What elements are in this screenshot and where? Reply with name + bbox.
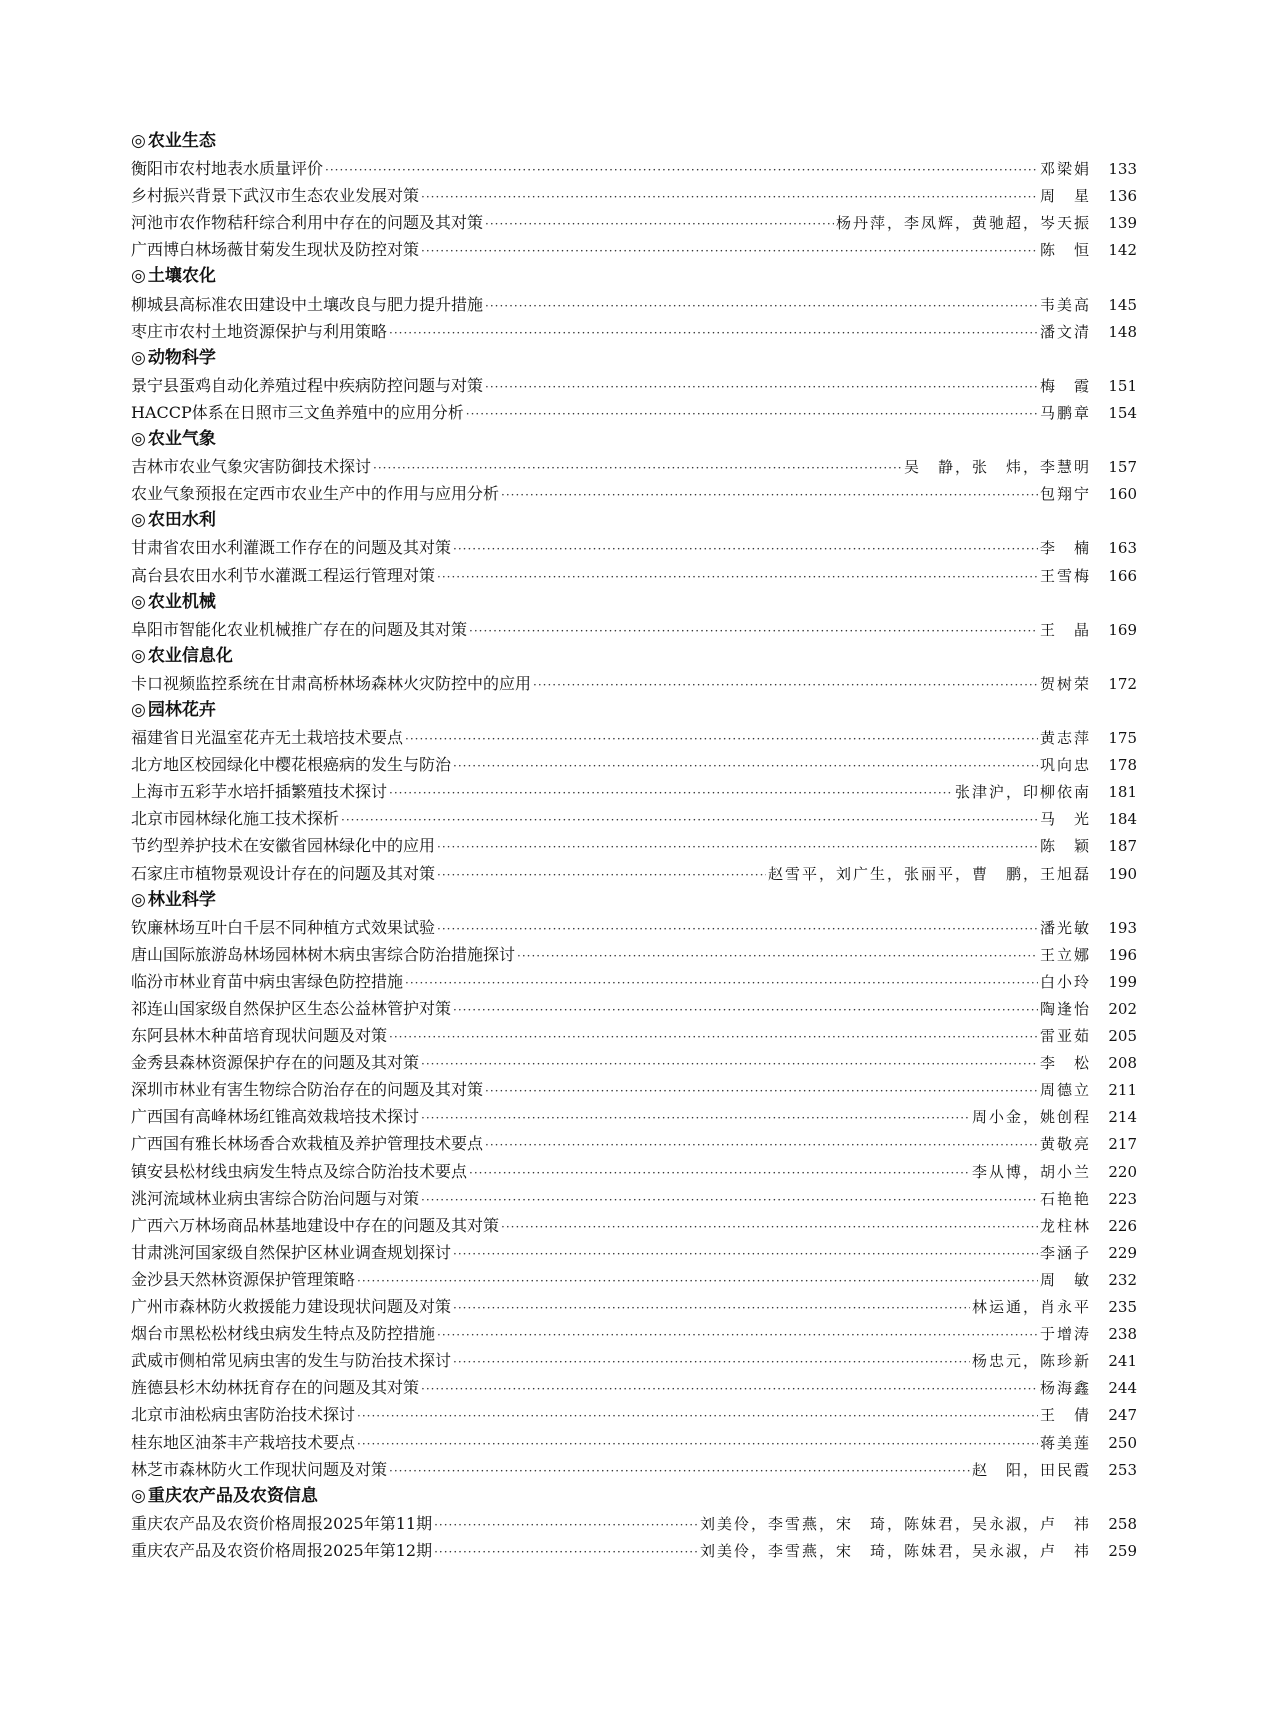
dot-leader — [357, 1268, 1038, 1295]
dot-leader — [453, 536, 1038, 563]
toc-entry[interactable] — [131, 318, 1137, 345]
article-authors: 王 晶 — [1039, 620, 1091, 639]
page-number: 205 — [1108, 1027, 1137, 1046]
article-authors: 王 倩 — [1039, 1406, 1091, 1425]
section-heading — [131, 1483, 1137, 1510]
double-circle-icon: ◎ — [131, 347, 146, 368]
article-title: 洮河流域林业病虫害综合防治问题与对策 — [131, 1188, 420, 1208]
page-number: 232 — [1108, 1270, 1137, 1289]
article-title: 东阿县林木种苗培育现状问题及对策 — [131, 1026, 388, 1046]
article-authors: 王立娜 — [1039, 945, 1091, 964]
page-number: 148 — [1108, 322, 1137, 341]
section-heading-text: 农业机械 — [147, 591, 216, 612]
toc-entry[interactable] — [131, 941, 1137, 968]
dot-leader — [357, 1431, 1038, 1458]
dot-leader — [389, 1024, 1038, 1051]
page-number: 259 — [1108, 1541, 1137, 1560]
toc-entry[interactable] — [131, 1022, 1137, 1049]
article-title: 重庆农产品及农资价格周报2025年第11期 — [131, 1513, 433, 1533]
page-number: 178 — [1108, 756, 1137, 775]
article-authors: 刘美伶，李雪燕，宋 琦，陈妹君，吴永淑，卢 祎 — [699, 1541, 1091, 1560]
article-title: 金秀县森林资源保护存在的问题及其对策 — [131, 1053, 420, 1073]
page-number: 145 — [1108, 295, 1137, 314]
dot-leader — [437, 564, 1038, 591]
toc-entry[interactable] — [131, 209, 1137, 236]
toc-entry[interactable] — [131, 1185, 1137, 1212]
page-number: 214 — [1108, 1108, 1137, 1127]
article-title: 重庆农产品及农资价格周报2025年第12期 — [131, 1540, 433, 1560]
dot-leader — [405, 970, 1038, 997]
dot-leader — [437, 1322, 1038, 1349]
toc-entry[interactable] — [131, 832, 1137, 859]
article-title: 广西国有雅长林场香合欢栽植及养护管理技术要点 — [131, 1134, 484, 1154]
page-number: 184 — [1108, 810, 1137, 829]
page-number: 199 — [1108, 972, 1137, 991]
article-title: 甘肃省农田水利灌溉工作存在的问题及其对策 — [131, 538, 452, 558]
page-number: 187 — [1108, 837, 1137, 856]
article-authors: 李 松 — [1039, 1054, 1091, 1073]
toc-entry[interactable] — [131, 1320, 1137, 1347]
toc-entry[interactable] — [131, 1374, 1137, 1401]
double-circle-icon: ◎ — [131, 429, 146, 450]
dot-leader — [485, 1132, 1038, 1159]
page-number: 160 — [1108, 485, 1137, 504]
section-heading — [131, 263, 1137, 290]
table-of-contents — [131, 128, 1137, 1564]
section-heading-text: 重庆农产品及农资信息 — [147, 1485, 318, 1506]
double-circle-icon: ◎ — [131, 699, 146, 720]
dot-leader — [469, 618, 1038, 645]
dot-leader — [434, 1539, 698, 1566]
article-title: HACCP体系在日照市三文鱼养殖中的应用分析 — [131, 402, 464, 422]
section-heading — [131, 507, 1137, 534]
dot-leader — [389, 320, 1038, 347]
article-title: 景宁县蛋鸡自动化养殖过程中疾病防控问题与对策 — [131, 375, 484, 395]
page-number: 169 — [1108, 620, 1137, 639]
article-authors: 周 星 — [1039, 187, 1091, 206]
double-circle-icon: ◎ — [131, 645, 146, 666]
dot-leader — [389, 1458, 970, 1485]
article-authors: 黄志萍 — [1039, 729, 1091, 748]
article-authors: 黄敬亮 — [1039, 1135, 1091, 1154]
section-heading-text: 农业生态 — [147, 131, 216, 151]
page-number: 220 — [1108, 1162, 1137, 1181]
dot-leader — [421, 1105, 970, 1132]
article-authors: 马鹏章 — [1039, 403, 1091, 422]
article-title: 广西六万林场商品林基地建设中存在的问题及其对策 — [131, 1215, 500, 1235]
article-authors: 韦美高 — [1039, 295, 1091, 314]
article-authors: 赵雪平，刘广生，张丽平，曹 鹏，王旭磊 — [767, 864, 1091, 883]
toc-entry[interactable] — [131, 778, 1137, 805]
article-title: 广西国有高峰林场红锥高效栽培技术探讨 — [131, 1107, 420, 1127]
toc-entry[interactable] — [131, 860, 1137, 887]
toc-entry[interactable] — [131, 1130, 1137, 1157]
article-authors: 于增涛 — [1039, 1325, 1091, 1344]
article-authors: 蒋美莲 — [1039, 1433, 1091, 1452]
article-title: 旌德县杉木幼林抚育存在的问题及其对策 — [131, 1378, 420, 1398]
article-authors: 包翔宁 — [1039, 485, 1091, 504]
article-title: 林芝市森林防火工作现状问题及对策 — [131, 1459, 388, 1479]
article-authors: 陈 恒 — [1039, 241, 1091, 260]
article-title: 福建省日光温室花卉无土栽培技术要点 — [131, 728, 404, 748]
dot-leader — [341, 807, 1038, 834]
page-number: 235 — [1108, 1298, 1137, 1317]
double-circle-icon: ◎ — [131, 510, 146, 531]
page-number: 193 — [1108, 918, 1137, 937]
article-authors: 赵 阳，田民霞 — [971, 1460, 1091, 1479]
article-title: 北京市园林绿化施工技术探析 — [131, 809, 340, 829]
toc-entry[interactable] — [131, 236, 1137, 263]
dot-leader — [466, 401, 1038, 428]
section-heading-text: 园林花卉 — [147, 699, 216, 720]
article-authors: 巩向忠 — [1039, 756, 1091, 775]
page-number: 202 — [1108, 1000, 1137, 1018]
article-authors: 周小金，姚创程 — [971, 1108, 1091, 1127]
page-number: 258 — [1108, 1514, 1137, 1533]
dot-leader — [533, 672, 1038, 699]
article-title: 祁连山国家级自然保护区生态公益林管护对策 — [131, 999, 452, 1018]
page-number: 208 — [1108, 1054, 1137, 1073]
toc-entry[interactable] — [131, 480, 1137, 507]
dot-leader — [421, 1051, 1038, 1078]
article-authors: 雷亚茹 — [1039, 1027, 1091, 1046]
dot-leader — [437, 862, 766, 889]
article-authors: 龙柱林 — [1039, 1216, 1091, 1235]
article-authors: 李从博，胡小兰 — [971, 1162, 1091, 1181]
dot-leader — [357, 1403, 1038, 1430]
article-authors: 杨丹萍，李凤辉，黄驰超，岑天振 — [835, 214, 1091, 233]
section-heading — [131, 426, 1137, 453]
section-heading-text: 农业信息化 — [147, 645, 233, 666]
article-title: 甘肃洮河国家级自然保护区林业调查规划探讨 — [131, 1242, 452, 1262]
article-authors: 石艳艳 — [1039, 1189, 1091, 1208]
toc-entry[interactable] — [131, 1401, 1137, 1428]
article-authors: 周德立 — [1039, 1081, 1091, 1100]
article-title: 节约型养护技术在安徽省园林绿化中的应用 — [131, 836, 436, 856]
dot-leader — [325, 157, 1038, 184]
page-number: 229 — [1108, 1243, 1137, 1262]
page-number: 238 — [1108, 1325, 1137, 1344]
section-heading-text: 农田水利 — [147, 510, 216, 531]
dot-leader — [453, 753, 1038, 780]
section-heading — [131, 589, 1137, 616]
double-circle-icon: ◎ — [131, 591, 146, 612]
page-number: 250 — [1108, 1433, 1137, 1452]
article-authors: 李 楠 — [1039, 539, 1091, 558]
article-title: 桂东地区油茶丰产栽培技术要点 — [131, 1432, 356, 1452]
article-authors: 潘文清 — [1039, 322, 1091, 341]
page-number: 211 — [1108, 1081, 1137, 1100]
dot-leader — [453, 1295, 970, 1322]
section-heading — [131, 697, 1137, 724]
page-number: 181 — [1108, 783, 1137, 802]
article-title: 河池市农作物秸秆综合利用中存在的问题及其对策 — [131, 213, 484, 233]
article-title: 镇安县松材线虫病发生特点及综合防治技术要点 — [131, 1161, 468, 1181]
article-title: 广西博白林场薇甘菊发生现状及防控对策 — [131, 240, 420, 260]
dot-leader — [469, 1160, 970, 1187]
dot-leader — [437, 834, 1038, 861]
toc-entry[interactable] — [131, 968, 1137, 995]
article-authors: 林运通，肖永平 — [971, 1298, 1091, 1317]
article-title: 钦廉林场互叶白千层不同种植方式效果试验 — [131, 917, 436, 937]
dot-leader — [437, 916, 1038, 943]
page-number: 151 — [1108, 376, 1137, 395]
article-authors: 王雪梅 — [1039, 566, 1091, 585]
toc-entry[interactable] — [131, 616, 1137, 643]
article-title: 乡村振兴背景下武汉市生态农业发展对策 — [131, 186, 420, 206]
page-number: 175 — [1108, 729, 1137, 748]
article-title: 吉林市农业气象灾害防御技术探讨 — [131, 457, 372, 477]
dot-leader — [517, 943, 1038, 970]
article-title: 枣庄市农村土地资源保护与利用策略 — [131, 321, 388, 341]
section-heading-text: 农业气象 — [147, 429, 216, 450]
article-title: 金沙县天然林资源保护管理策略 — [131, 1269, 356, 1289]
toc-entry[interactable] — [131, 155, 1137, 182]
page-number: 172 — [1108, 674, 1137, 693]
double-circle-icon: ◎ — [131, 889, 146, 910]
article-title: 深圳市林业有害生物综合防治存在的问题及其对策 — [131, 1080, 484, 1100]
article-authors: 李涵子 — [1039, 1243, 1091, 1262]
dot-leader — [373, 455, 902, 482]
page-number: 163 — [1108, 539, 1137, 558]
toc-entry[interactable] — [131, 1076, 1137, 1103]
page-number: 253 — [1108, 1460, 1137, 1479]
dot-leader — [453, 1349, 970, 1376]
page-number: 157 — [1108, 458, 1137, 477]
page-number: 190 — [1108, 864, 1137, 883]
toc-entry[interactable] — [131, 805, 1137, 832]
dot-leader — [453, 1241, 1038, 1268]
article-title: 衡阳市农村地表水质量评价 — [131, 159, 324, 179]
article-authors: 潘光敏 — [1039, 918, 1091, 937]
article-title: 临汾市林业育苗中病虫害绿色防控措施 — [131, 971, 404, 991]
toc-entry[interactable] — [131, 399, 1137, 426]
article-title: 广州市森林防火救援能力建设现状问题及对策 — [131, 1297, 452, 1317]
article-title: 石家庄市植物景观设计存在的问题及其对策 — [131, 863, 436, 883]
article-authors: 张津沪，印柳依南 — [954, 783, 1091, 802]
article-title: 农业气象预报在定西市农业生产中的作用与应用分析 — [131, 484, 500, 504]
article-authors: 刘美伶，李雪燕，宋 琦，陈妹君，吴永淑，卢 祎 — [699, 1514, 1091, 1533]
article-authors: 杨忠元，陈珍新 — [971, 1352, 1091, 1371]
page-number: 142 — [1108, 241, 1137, 260]
toc-entry[interactable] — [131, 1049, 1137, 1076]
page-number: 154 — [1108, 403, 1137, 422]
dot-leader — [421, 238, 1038, 265]
article-authors: 邓梁娟 — [1039, 160, 1091, 179]
page-number: 244 — [1108, 1379, 1137, 1398]
section-heading — [131, 643, 1137, 670]
toc-entry[interactable] — [131, 1212, 1137, 1239]
toc-entry[interactable] — [131, 562, 1137, 589]
page-number: 133 — [1108, 160, 1137, 179]
article-authors: 陈 颖 — [1039, 837, 1091, 856]
page-number: 136 — [1108, 187, 1137, 206]
toc-entry[interactable] — [131, 995, 1137, 1022]
dot-leader — [501, 482, 1038, 509]
toc-entry[interactable] — [131, 372, 1137, 399]
page-number: 196 — [1108, 945, 1137, 964]
dot-leader — [485, 1078, 1038, 1105]
section-heading — [131, 345, 1137, 372]
dot-leader — [485, 293, 1038, 320]
page-number: 139 — [1108, 214, 1137, 233]
article-title: 阜阳市智能化农业机械推广存在的问题及其对策 — [131, 619, 468, 639]
article-title: 高台县农田水利节水灌溉工程运行管理对策 — [131, 565, 436, 585]
page-number: 166 — [1108, 566, 1137, 585]
double-circle-icon: ◎ — [131, 266, 146, 287]
toc-entry[interactable] — [131, 534, 1137, 561]
section-heading-text: 土壤农化 — [147, 266, 216, 287]
article-authors: 杨海鑫 — [1039, 1379, 1091, 1398]
dot-leader — [453, 997, 1038, 1024]
section-heading-text: 林业科学 — [147, 889, 216, 910]
toc-entry[interactable] — [131, 670, 1137, 697]
toc-entry[interactable] — [131, 453, 1137, 480]
article-authors: 周 敏 — [1039, 1270, 1091, 1289]
double-circle-icon: ◎ — [131, 1485, 146, 1506]
toc-entry[interactable] — [131, 751, 1137, 778]
article-title: 上海市五彩芋水培扦插繁殖技术探讨 — [131, 782, 388, 802]
page-number: 217 — [1108, 1135, 1137, 1154]
article-title: 烟台市黑松松材线虫病发生特点及防控措施 — [131, 1324, 436, 1344]
article-title: 北京市油松病虫害防治技术探讨 — [131, 1405, 356, 1425]
article-authors: 马 光 — [1039, 810, 1091, 829]
article-authors: 贺树荣 — [1039, 674, 1091, 693]
toc-entry[interactable] — [131, 1293, 1137, 1320]
dot-leader — [485, 211, 834, 238]
dot-leader — [501, 1214, 1038, 1241]
dot-leader — [421, 184, 1038, 211]
toc-entry[interactable] — [131, 1456, 1137, 1483]
article-authors: 吴 静，张 炜，李慧明 — [903, 458, 1091, 477]
dot-leader — [485, 374, 1038, 401]
article-title: 北方地区校园绿化中樱花根癌病的发生与防治 — [131, 755, 452, 775]
dot-leader — [434, 1512, 698, 1539]
article-authors: 梅 霞 — [1039, 376, 1091, 395]
toc-entry[interactable] — [131, 1429, 1137, 1456]
section-heading — [131, 887, 1137, 914]
dot-leader — [421, 1187, 1038, 1214]
dot-leader — [389, 780, 953, 807]
dot-leader — [421, 1376, 1038, 1403]
toc-entry[interactable] — [131, 914, 1137, 941]
toc-entry[interactable] — [131, 724, 1137, 751]
toc-entry[interactable] — [131, 291, 1137, 318]
toc-entry[interactable] — [131, 1266, 1137, 1293]
toc-entry[interactable] — [131, 1158, 1137, 1185]
toc-entry[interactable] — [131, 1537, 1137, 1564]
page-number: 247 — [1108, 1406, 1137, 1425]
article-title: 柳城县高标准农田建设中土壤改良与肥力提升措施 — [131, 294, 484, 314]
dot-leader — [405, 726, 1038, 753]
section-heading — [131, 128, 1137, 155]
toc-entry[interactable] — [131, 1103, 1137, 1130]
page-number: 226 — [1108, 1216, 1137, 1235]
toc-entry[interactable] — [131, 1239, 1137, 1266]
article-title: 武威市侧柏常见病虫害的发生与防治技术探讨 — [131, 1351, 452, 1371]
page-number: 223 — [1108, 1189, 1137, 1208]
page-number: 241 — [1108, 1352, 1137, 1371]
double-circle-icon: ◎ — [131, 131, 146, 151]
article-title: 唐山国际旅游岛林场园林树木病虫害综合防治措施探讨 — [131, 944, 516, 964]
article-authors: 白小玲 — [1039, 972, 1091, 991]
article-title: 卡口视频监控系统在甘肃高桥林场森林火灾防控中的应用 — [131, 673, 532, 693]
toc-entry[interactable] — [131, 1510, 1137, 1537]
section-heading-text: 动物科学 — [147, 347, 216, 368]
toc-entry[interactable] — [131, 1347, 1137, 1374]
article-authors: 陶逢怡 — [1039, 1000, 1091, 1018]
toc-entry[interactable] — [131, 182, 1137, 209]
